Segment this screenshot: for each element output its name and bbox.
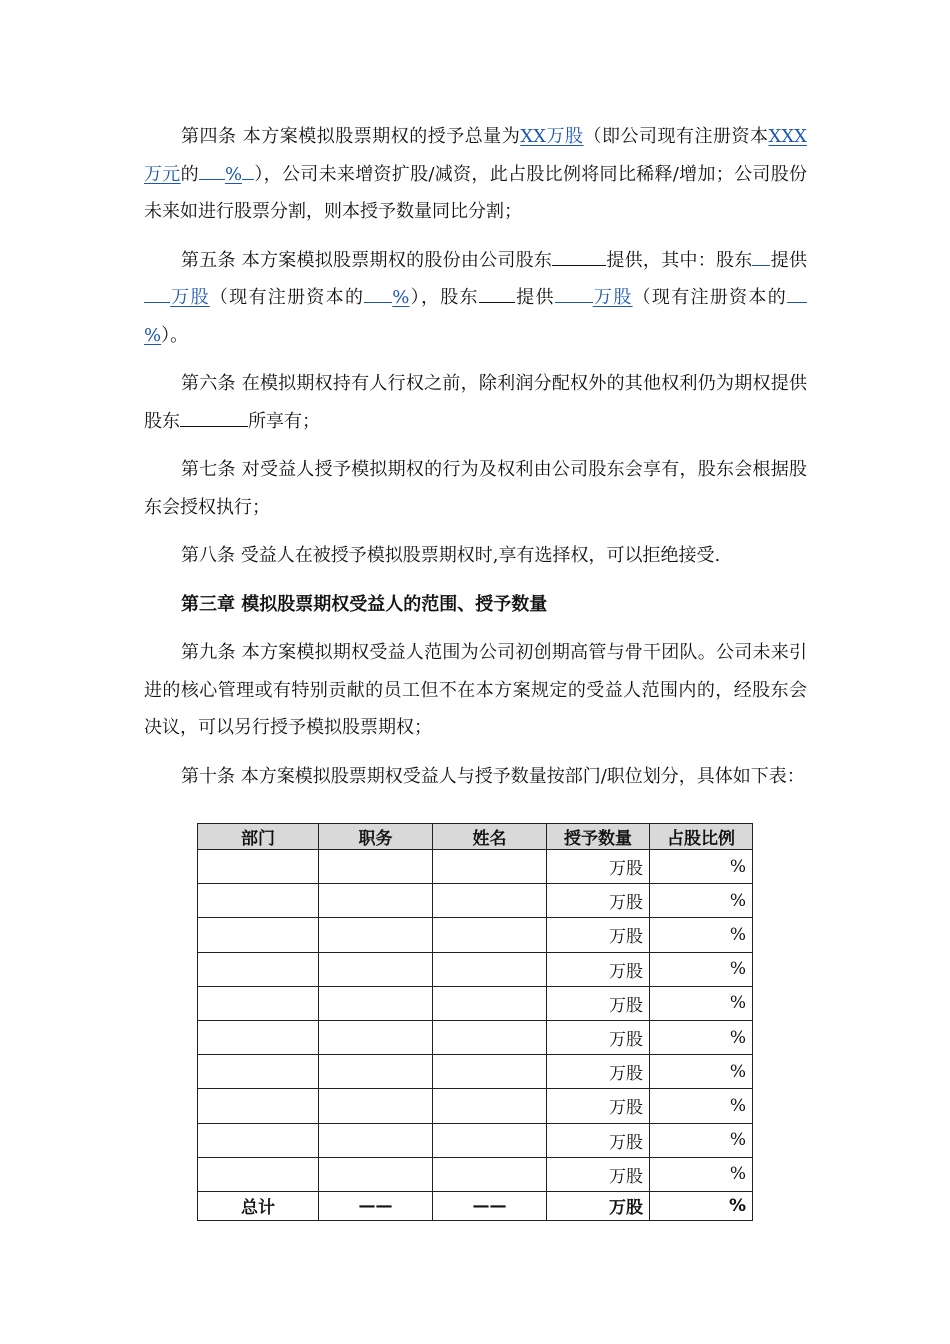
cell-quantity: 万股 <box>547 952 650 986</box>
cell-name <box>433 884 547 918</box>
total-dash: —— <box>319 1191 433 1220</box>
blank-underline <box>552 247 606 266</box>
cell-quantity: 万股 <box>547 986 650 1020</box>
chapter-3-heading: 第三章 模拟股票期权受益人的范围、授予数量 <box>181 593 548 615</box>
pct-link[interactable]: % <box>224 163 243 185</box>
article-9: 第九条 本方案模拟期权受益人范围为公司初创期高管与骨干团队。公司未来引进的核心管理或有特别贡献的员工但不在本方案规定的受益人范围内的，经股东会决议，可以另行授予模拟股票期权； <box>144 642 807 738</box>
cell-department <box>198 884 319 918</box>
table-row <box>198 884 753 918</box>
blank-underline <box>555 284 593 303</box>
article-5-lead: 第五条 本方案模拟股票期权的股份由公司股东 <box>181 249 553 271</box>
blank-underline <box>144 284 170 303</box>
document-body <box>144 118 807 806</box>
cell-quantity: 万股 <box>547 850 650 884</box>
cell-name <box>433 918 547 952</box>
total-quantity: 万股 <box>547 1191 650 1220</box>
cell-quantity: 万股 <box>547 884 650 918</box>
cell-department <box>198 952 319 986</box>
cell-position <box>319 884 433 918</box>
table-row <box>198 952 753 986</box>
article-5-close: ），股东 <box>409 287 479 308</box>
article-5-provide: 提供 <box>770 249 808 271</box>
cell-department <box>198 918 319 952</box>
article-4 <box>144 118 807 231</box>
cell-name <box>433 1089 547 1123</box>
cell-position <box>319 1055 433 1089</box>
cell-position <box>319 986 433 1020</box>
table-row <box>198 1157 753 1191</box>
header-position: 职务 <box>319 824 433 850</box>
shares-link[interactable]: 万股 <box>170 287 210 308</box>
article-4-lead: 第四条 本方案模拟股票期权的授予总量为 <box>181 126 521 147</box>
blank-underline <box>479 284 515 303</box>
table-total-row <box>198 1191 753 1220</box>
header-name: 姓名 <box>433 824 547 850</box>
cell-position <box>319 1157 433 1191</box>
cell-quantity: 万股 <box>547 1157 650 1191</box>
table-row <box>198 850 753 884</box>
cell-department <box>198 1157 319 1191</box>
cell-department <box>198 986 319 1020</box>
cell-position <box>319 850 433 884</box>
cell-position <box>319 1089 433 1123</box>
cell-department <box>198 1020 319 1054</box>
cell-ratio: % <box>650 884 753 918</box>
header-share-ratio: 占股比例 <box>650 824 753 850</box>
cell-department <box>198 850 319 884</box>
cell-quantity: 万股 <box>547 918 650 952</box>
table-row <box>198 1089 753 1123</box>
grant-table <box>197 823 753 1221</box>
cell-position <box>319 1020 433 1054</box>
cell-department <box>198 1123 319 1157</box>
cell-ratio: % <box>650 1157 753 1191</box>
cell-department <box>198 1055 319 1089</box>
cell-quantity: 万股 <box>547 1089 650 1123</box>
header-grant-quantity: 授予数量 <box>547 824 650 850</box>
header-department: 部门 <box>198 824 319 850</box>
cell-position <box>319 918 433 952</box>
grant-total-link[interactable]: XX万股 <box>520 126 584 147</box>
cell-position <box>319 952 433 986</box>
total-label: 总计 <box>198 1191 319 1220</box>
table-row <box>198 1123 753 1157</box>
blank-underline <box>364 284 392 303</box>
cell-quantity: 万股 <box>547 1123 650 1157</box>
blank-underline <box>242 161 254 180</box>
table-row <box>198 918 753 952</box>
cell-quantity: 万股 <box>547 1055 650 1089</box>
blank-underline <box>752 247 770 266</box>
cell-name <box>433 1055 547 1089</box>
cell-name <box>433 1157 547 1191</box>
article-5-note: （现有注册资本的 <box>209 287 365 308</box>
total-ratio: % <box>650 1191 753 1220</box>
blank-underline <box>180 408 248 427</box>
pct-link[interactable]: % <box>392 287 410 308</box>
table-row <box>198 986 753 1020</box>
cell-quantity: 万股 <box>547 1020 650 1054</box>
cell-department <box>198 1089 319 1123</box>
article-6 <box>144 365 807 440</box>
blank-underline <box>199 161 225 180</box>
cell-name <box>433 952 547 986</box>
article-7: 第七条 对受益人授予模拟期权的行为及权利由公司股东会享有，股东会根据股东会授权执行； <box>144 459 807 518</box>
article-6-lead: 第六条 在模拟期权持有人行权之前，除利润分配权外的其他权利仍为期权提供股东 <box>144 373 807 432</box>
cell-ratio: % <box>650 1089 753 1123</box>
article-5-provide: 提供 <box>514 287 555 308</box>
table-row <box>198 1020 753 1054</box>
article-5-close: ）。 <box>161 324 189 346</box>
table-header-row <box>198 824 753 850</box>
article-5 <box>144 242 807 355</box>
article-6-tail: 所享有； <box>248 410 320 432</box>
total-dash: —— <box>433 1191 547 1220</box>
cell-ratio: % <box>650 918 753 952</box>
cell-name <box>433 850 547 884</box>
table-row <box>198 1055 753 1089</box>
cell-ratio: % <box>650 1123 753 1157</box>
cell-ratio: % <box>650 986 753 1020</box>
cell-name <box>433 1123 547 1157</box>
article-4-mid: （即公司现有注册资本 <box>583 126 769 147</box>
article-5-note: （现有注册资本的 <box>632 287 788 308</box>
cell-ratio: % <box>650 1020 753 1054</box>
blank-underline <box>787 284 807 303</box>
cell-name <box>433 1020 547 1054</box>
cell-ratio: % <box>650 850 753 884</box>
article-4-tail: ），公司未来增资扩股/减资，此占股比例将同比稀释/增加；公司股份未来如进行股票分割，则本授予数量同比分割； <box>144 163 808 222</box>
cell-ratio: % <box>650 1055 753 1089</box>
article-4-de: 的 <box>180 163 199 185</box>
cell-name <box>433 986 547 1020</box>
article-5-mid: 提供，其中：股东 <box>606 249 753 271</box>
registered-capital-link[interactable]: XXX万元 <box>144 126 807 185</box>
article-10: 第十条 本方案模拟股票期权受益人与授予数量按部门/职位划分，具体如下表： <box>181 765 805 787</box>
cell-ratio: % <box>650 952 753 986</box>
cell-position <box>319 1123 433 1157</box>
pct-link[interactable]: % <box>144 324 162 346</box>
article-8: 第八条 受益人在被授予模拟股票期权时,享有选择权，可以拒绝接受. <box>181 545 721 566</box>
shares-link[interactable]: 万股 <box>592 287 633 308</box>
